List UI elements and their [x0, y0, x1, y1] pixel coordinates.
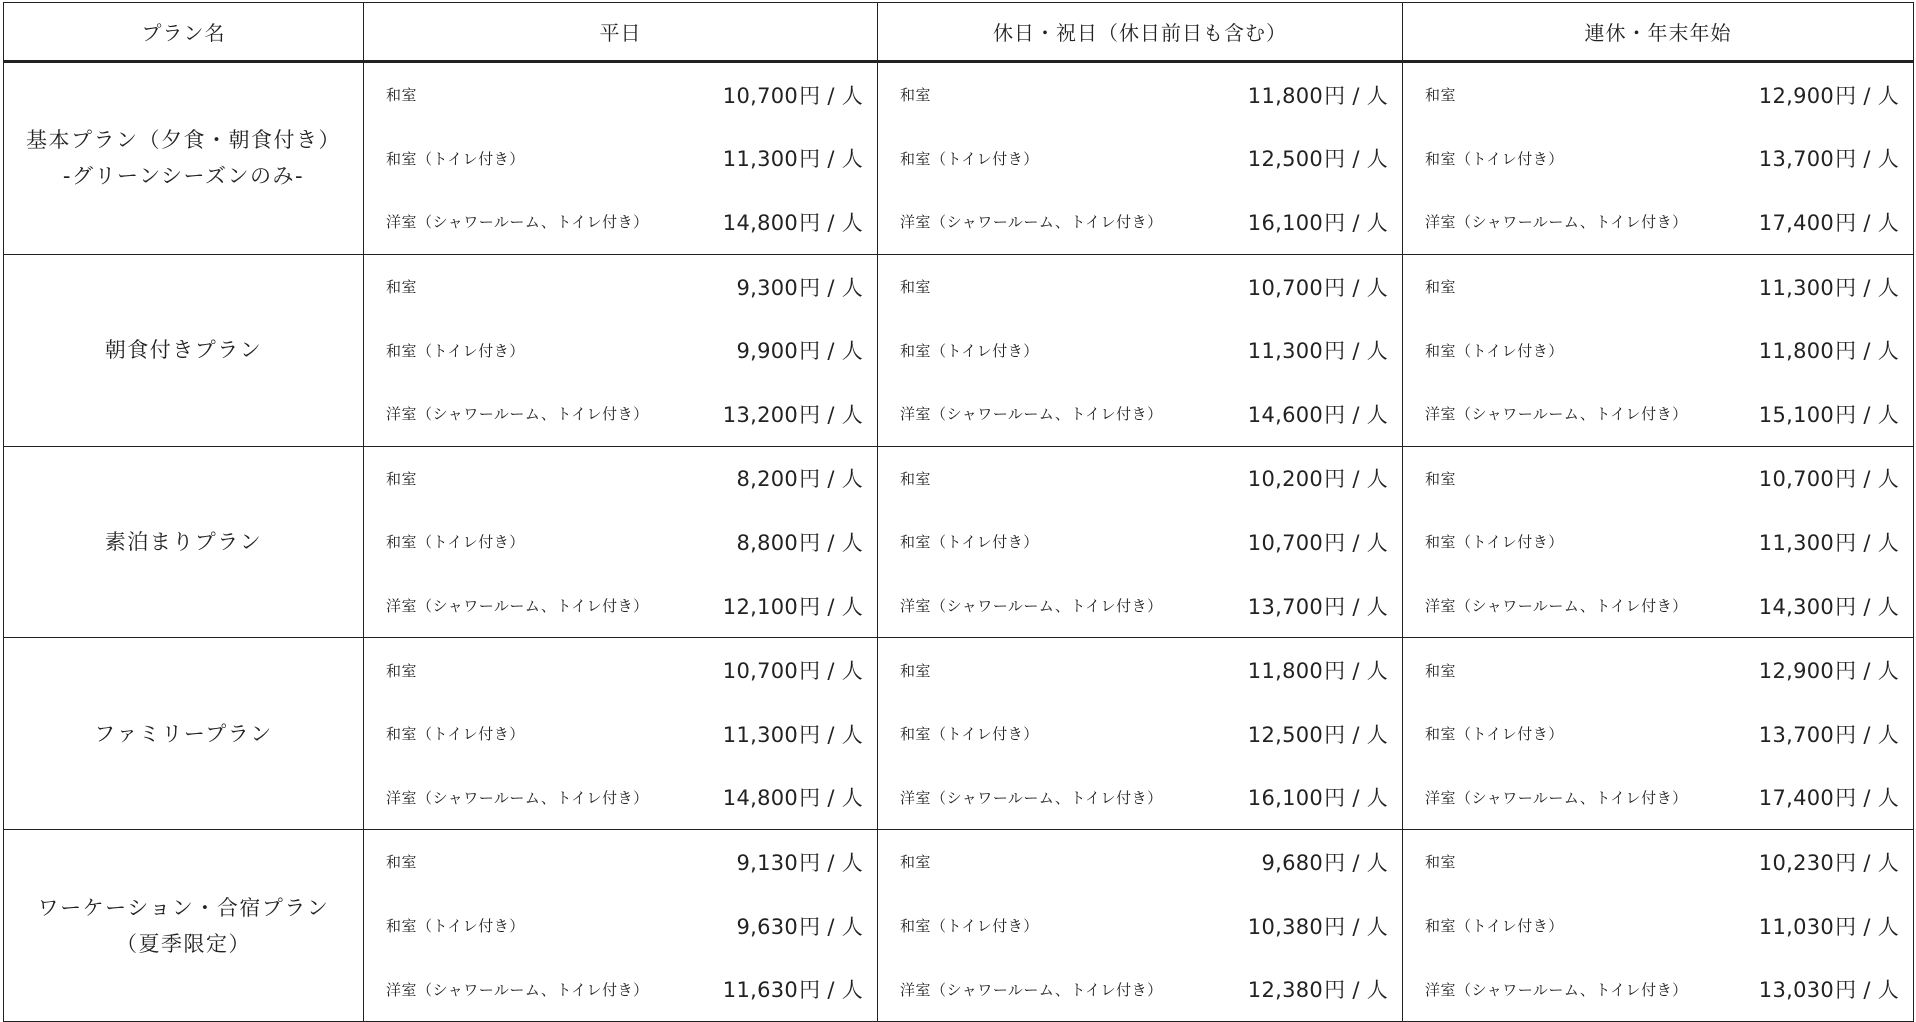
room-price-row: [1403, 190, 1913, 254]
price-cell-peak: [1403, 830, 1914, 1022]
room-type-label: 和室: [1425, 469, 1457, 488]
room-type-label: 和室（トイレ付き）: [1425, 725, 1564, 744]
price-unit: 円 / 人: [1324, 402, 1388, 427]
header-holiday: 休日・祝日（休日前日も含む）: [878, 3, 1403, 62]
price-unit: 円 / 人: [1324, 722, 1388, 747]
price-cell-weekday: [364, 254, 878, 446]
price-unit: 円 / 人: [1835, 914, 1899, 939]
room-type-label: 和室: [1425, 278, 1457, 297]
price-value: 11,300: [1758, 530, 1835, 555]
room-type-label: 和室: [386, 853, 418, 872]
price-value: 13,700: [1758, 722, 1835, 747]
price-unit: 円 / 人: [1324, 275, 1388, 300]
price-value: 10,700: [1247, 530, 1324, 555]
room-price: [736, 463, 863, 493]
room-type-label: 和室（トイレ付き）: [1425, 917, 1564, 936]
room-type-label: 和室（トイレ付き）: [1425, 149, 1564, 168]
price-unit: 円 / 人: [799, 275, 863, 300]
plan-rows: [4, 62, 1914, 1022]
price-unit: 円 / 人: [1324, 147, 1388, 172]
room-price-row: [364, 63, 877, 127]
price-unit: 円 / 人: [799, 402, 863, 427]
price-unit: 円 / 人: [1835, 83, 1899, 108]
price-unit: 円 / 人: [1324, 914, 1388, 939]
plan-name-line: （夏季限定）: [116, 931, 251, 956]
room-price-row: [878, 894, 1402, 958]
room-price-row: [1403, 447, 1913, 511]
room-price-row: [1403, 510, 1913, 574]
room-type-label: 洋室（シャワールーム、トイレ付き）: [900, 980, 1163, 999]
room-price: [736, 911, 863, 941]
room-price: [723, 143, 863, 173]
price-value: 9,900: [736, 339, 799, 364]
price-value: 11,800: [1247, 659, 1324, 684]
room-price: [1759, 463, 1899, 493]
room-price: [723, 399, 863, 429]
room-price-row: [364, 638, 877, 702]
room-price-row: [364, 318, 877, 382]
room-type-label: 和室（トイレ付き）: [1425, 341, 1564, 360]
plan-name-line: -グリーンシーズンのみ-: [62, 164, 305, 189]
plan-name-line: 基本プラン（夕食・朝食付き）: [26, 128, 341, 153]
plan-row: [4, 254, 1914, 446]
price-value: 11,800: [1247, 83, 1324, 108]
room-price-row: [878, 447, 1402, 511]
room-price-row: [364, 574, 877, 638]
price-unit: 円 / 人: [799, 530, 863, 555]
price-cell-weekday: [364, 62, 878, 255]
price-unit: 円 / 人: [1835, 594, 1899, 619]
price-unit: 円 / 人: [1324, 659, 1388, 684]
price-cell-holiday: [878, 446, 1403, 638]
price-unit: 円 / 人: [1835, 850, 1899, 875]
price-unit: 円 / 人: [799, 83, 863, 108]
room-price-row: [878, 574, 1402, 638]
price-value: 16,100: [1247, 210, 1324, 235]
price-unit: 円 / 人: [1324, 339, 1388, 364]
room-type-label: 洋室（シャワールーム、トイレ付き）: [900, 788, 1163, 807]
room-price: [1248, 335, 1388, 365]
price-value: 12,900: [1758, 83, 1835, 108]
room-price: [1261, 847, 1388, 877]
plan-row: [4, 62, 1914, 255]
room-type-label: 和室（トイレ付き）: [900, 725, 1039, 744]
room-price: [1759, 272, 1899, 302]
room-type-label: 和室: [900, 661, 932, 680]
room-price-row: [364, 766, 877, 830]
room-price: [723, 974, 863, 1004]
room-type-label: 和室（トイレ付き）: [900, 917, 1039, 936]
room-price: [1248, 463, 1388, 493]
price-value: 10,230: [1758, 850, 1835, 875]
price-cell-weekday: [364, 638, 878, 830]
price-value: 12,100: [722, 594, 799, 619]
price-value: 16,100: [1247, 786, 1324, 811]
price-value: 12,900: [1758, 659, 1835, 684]
room-price-row: [364, 702, 877, 766]
plan-name-cell: [4, 62, 364, 255]
room-price: [1248, 719, 1388, 749]
room-price-row: [878, 957, 1402, 1021]
room-type-label: 和室: [1425, 853, 1457, 872]
room-price: [1759, 974, 1899, 1004]
price-cell-holiday: [878, 254, 1403, 446]
room-type-label: 洋室（シャワールーム、トイレ付き）: [1425, 213, 1688, 232]
price-unit: 円 / 人: [799, 850, 863, 875]
price-unit: 円 / 人: [1324, 978, 1388, 1003]
room-type-label: 洋室（シャワールーム、トイレ付き）: [386, 405, 649, 424]
price-value: 11,800: [1758, 339, 1835, 364]
header-weekday: 平日: [364, 3, 878, 62]
room-price-row: [364, 127, 877, 191]
room-type-label: 洋室（シャワールーム、トイレ付き）: [1425, 405, 1688, 424]
room-price-row: [364, 830, 877, 894]
price-value: 12,500: [1247, 722, 1324, 747]
room-price: [1759, 719, 1899, 749]
room-price-row: [1403, 318, 1913, 382]
price-value: 15,100: [1758, 402, 1835, 427]
room-price-row: [1403, 894, 1913, 958]
room-type-label: 和室（トイレ付き）: [386, 917, 525, 936]
room-price-row: [1403, 702, 1913, 766]
price-value: 9,630: [736, 914, 799, 939]
price-value: 13,700: [1247, 594, 1324, 619]
room-price: [1759, 143, 1899, 173]
plan-name-line: 朝食付きプラン: [104, 338, 263, 363]
price-unit: 円 / 人: [1835, 722, 1899, 747]
room-price: [736, 527, 863, 557]
room-price: [1248, 143, 1388, 173]
price-unit: 円 / 人: [1324, 530, 1388, 555]
price-unit: 円 / 人: [799, 659, 863, 684]
price-value: 11,630: [722, 978, 799, 1003]
price-unit: 円 / 人: [799, 722, 863, 747]
room-type-label: 洋室（シャワールーム、トイレ付き）: [900, 597, 1163, 616]
room-type-label: 和室: [900, 469, 932, 488]
room-type-label: 和室: [386, 86, 418, 105]
room-price-row: [878, 702, 1402, 766]
room-type-label: 洋室（シャワールーム、トイレ付き）: [900, 405, 1163, 424]
room-price: [1248, 80, 1388, 110]
room-price: [1759, 655, 1899, 685]
price-cell-weekday: [364, 830, 878, 1022]
room-price-row: [1403, 638, 1913, 702]
room-type-label: 洋室（シャワールーム、トイレ付き）: [1425, 788, 1688, 807]
room-price: [723, 80, 863, 110]
room-price-row: [878, 127, 1402, 191]
price-unit: 円 / 人: [1324, 467, 1388, 492]
price-unit: 円 / 人: [1835, 659, 1899, 684]
price-value: 13,200: [722, 402, 799, 427]
price-value: 17,400: [1758, 786, 1835, 811]
price-value: 14,300: [1758, 594, 1835, 619]
room-price-row: [1403, 255, 1913, 319]
room-type-label: 和室: [1425, 86, 1457, 105]
price-value: 11,300: [1758, 275, 1835, 300]
plan-name-cell: [4, 830, 364, 1022]
price-unit: 円 / 人: [799, 147, 863, 172]
room-price: [723, 655, 863, 685]
room-price-row: [1403, 127, 1913, 191]
header-peak: 連休・年末年始: [1403, 3, 1914, 62]
room-price: [1759, 207, 1899, 237]
price-value: 10,700: [722, 659, 799, 684]
price-unit: 円 / 人: [799, 339, 863, 364]
room-price: [1248, 272, 1388, 302]
room-price: [1759, 399, 1899, 429]
price-value: 10,700: [1758, 467, 1835, 492]
price-value: 8,200: [736, 467, 799, 492]
price-cell-peak: [1403, 62, 1914, 255]
room-type-label: 和室: [900, 853, 932, 872]
plan-row: [4, 446, 1914, 638]
room-price-row: [1403, 766, 1913, 830]
price-unit: 円 / 人: [1324, 210, 1388, 235]
price-table: [3, 2, 1914, 1022]
price-unit: 円 / 人: [1324, 850, 1388, 875]
plan-name-cell: [4, 446, 364, 638]
room-type-label: 和室（トイレ付き）: [1425, 533, 1564, 552]
price-value: 17,400: [1758, 210, 1835, 235]
room-type-label: 洋室（シャワールーム、トイレ付き）: [1425, 597, 1688, 616]
price-value: 14,800: [722, 786, 799, 811]
room-price-row: [1403, 63, 1913, 127]
price-unit: 円 / 人: [1835, 786, 1899, 811]
room-price: [723, 207, 863, 237]
price-unit: 円 / 人: [1835, 467, 1899, 492]
room-price: [1248, 591, 1388, 621]
price-value: 9,680: [1261, 850, 1324, 875]
room-price-row: [878, 318, 1402, 382]
room-type-label: 洋室（シャワールーム、トイレ付き）: [386, 213, 649, 232]
price-value: 11,300: [722, 147, 799, 172]
price-unit: 円 / 人: [1835, 210, 1899, 235]
price-unit: 円 / 人: [799, 594, 863, 619]
price-unit: 円 / 人: [1835, 530, 1899, 555]
header-row: [4, 3, 1914, 62]
price-value: 13,030: [1758, 978, 1835, 1003]
room-price: [1248, 782, 1388, 812]
plan-name-cell: [4, 638, 364, 830]
room-price-row: [878, 510, 1402, 574]
price-unit: 円 / 人: [1835, 978, 1899, 1003]
room-price-row: [364, 255, 877, 319]
plan-row: [4, 830, 1914, 1022]
room-type-label: 和室（トイレ付き）: [900, 341, 1039, 360]
room-price: [1759, 591, 1899, 621]
room-price-row: [364, 447, 877, 511]
price-value: 13,700: [1758, 147, 1835, 172]
price-unit: 円 / 人: [1835, 339, 1899, 364]
price-unit: 円 / 人: [799, 914, 863, 939]
price-unit: 円 / 人: [1324, 786, 1388, 811]
room-price: [1759, 911, 1899, 941]
price-value: 11,300: [1247, 339, 1324, 364]
price-cell-peak: [1403, 446, 1914, 638]
price-cell-holiday: [878, 62, 1403, 255]
price-unit: 円 / 人: [799, 467, 863, 492]
room-type-label: 和室（トイレ付き）: [900, 533, 1039, 552]
price-value: 12,500: [1247, 147, 1324, 172]
price-value: 11,300: [722, 722, 799, 747]
plan-name-line: ワーケーション・合宿プラン: [37, 895, 330, 920]
price-value: 12,380: [1247, 978, 1324, 1003]
room-price-row: [878, 382, 1402, 446]
price-unit: 円 / 人: [1835, 275, 1899, 300]
price-cell-holiday: [878, 830, 1403, 1022]
price-unit: 円 / 人: [799, 978, 863, 1003]
room-type-label: 和室: [1425, 661, 1457, 680]
plan-name-cell: [4, 254, 364, 446]
room-price-row: [878, 63, 1402, 127]
room-price: [1248, 655, 1388, 685]
room-price: [1248, 399, 1388, 429]
price-unit: 円 / 人: [799, 210, 863, 235]
room-type-label: 洋室（シャワールーム、トイレ付き）: [386, 980, 649, 999]
price-value: 14,800: [722, 210, 799, 235]
price-unit: 円 / 人: [1324, 594, 1388, 619]
room-price-row: [1403, 830, 1913, 894]
room-price-row: [364, 894, 877, 958]
plan-row: [4, 638, 1914, 830]
room-price: [723, 591, 863, 621]
room-price: [1759, 335, 1899, 365]
room-price: [1248, 527, 1388, 557]
room-price-row: [878, 766, 1402, 830]
room-price: [736, 847, 863, 877]
price-value: 8,800: [736, 530, 799, 555]
price-value: 10,700: [722, 83, 799, 108]
room-type-label: 和室: [900, 86, 932, 105]
room-price: [723, 782, 863, 812]
room-price: [1248, 974, 1388, 1004]
room-type-label: 和室（トイレ付き）: [386, 725, 525, 744]
room-price: [1759, 782, 1899, 812]
room-price-row: [364, 382, 877, 446]
room-price-row: [878, 255, 1402, 319]
room-type-label: 洋室（シャワールーム、トイレ付き）: [1425, 980, 1688, 999]
room-type-label: 和室（トイレ付き）: [900, 149, 1039, 168]
room-type-label: 和室: [386, 469, 418, 488]
room-price-row: [364, 510, 877, 574]
price-value: 10,700: [1247, 275, 1324, 300]
room-price-row: [878, 830, 1402, 894]
room-price-row: [1403, 957, 1913, 1021]
room-type-label: 和室: [900, 278, 932, 297]
price-cell-weekday: [364, 446, 878, 638]
price-value: 10,380: [1247, 914, 1324, 939]
price-unit: 円 / 人: [799, 786, 863, 811]
room-price: [1759, 847, 1899, 877]
room-type-label: 洋室（シャワールーム、トイレ付き）: [900, 213, 1163, 232]
price-value: 14,600: [1247, 402, 1324, 427]
price-value: 11,030: [1758, 914, 1835, 939]
price-cell-peak: [1403, 254, 1914, 446]
room-price: [1248, 207, 1388, 237]
room-price-row: [1403, 574, 1913, 638]
room-price: [1759, 80, 1899, 110]
price-cell-holiday: [878, 638, 1403, 830]
plan-name-line: ファミリープラン: [94, 721, 273, 746]
room-price: [736, 272, 863, 302]
room-type-label: 和室（トイレ付き）: [386, 149, 525, 168]
price-value: 10,200: [1247, 467, 1324, 492]
price-unit: 円 / 人: [1324, 83, 1388, 108]
price-cell-peak: [1403, 638, 1914, 830]
room-price: [1759, 527, 1899, 557]
room-price: [723, 719, 863, 749]
plan-name-line: 素泊まりプラン: [104, 529, 263, 554]
room-type-label: 和室（トイレ付き）: [386, 341, 525, 360]
price-value: 9,130: [736, 850, 799, 875]
price-value: 9,300: [736, 275, 799, 300]
room-type-label: 和室: [386, 278, 418, 297]
room-price-row: [364, 190, 877, 254]
room-type-label: 洋室（シャワールーム、トイレ付き）: [386, 597, 649, 616]
room-type-label: 洋室（シャワールーム、トイレ付き）: [386, 788, 649, 807]
room-price-row: [364, 957, 877, 1021]
room-price: [736, 335, 863, 365]
room-price-row: [878, 638, 1402, 702]
room-type-label: 和室: [386, 661, 418, 680]
room-price: [1248, 911, 1388, 941]
room-type-label: 和室（トイレ付き）: [386, 533, 525, 552]
room-price-row: [1403, 382, 1913, 446]
room-price-row: [878, 190, 1402, 254]
price-unit: 円 / 人: [1835, 402, 1899, 427]
price-unit: 円 / 人: [1835, 147, 1899, 172]
header-plan-name: プラン名: [4, 3, 364, 62]
